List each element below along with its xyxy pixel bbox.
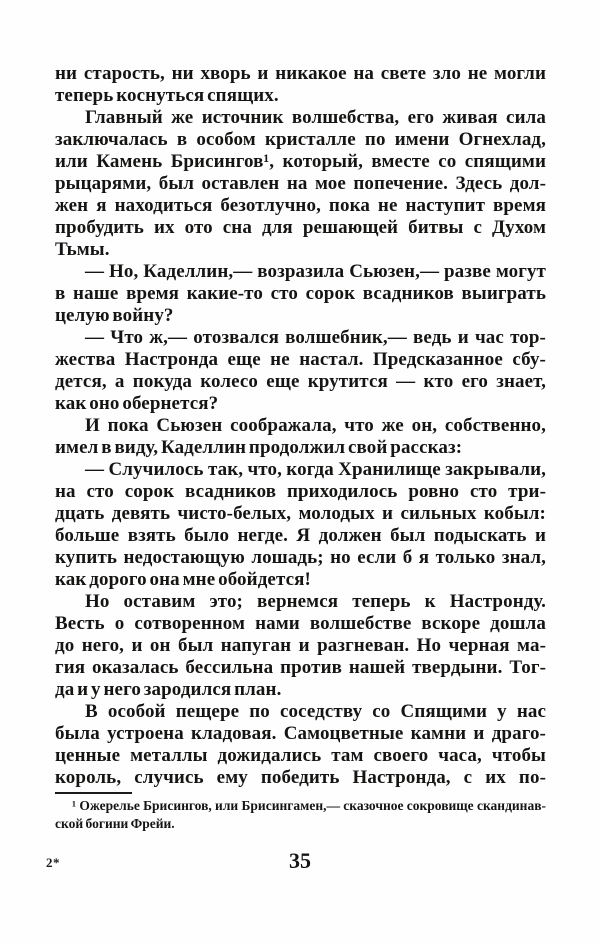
- text-line: дется, а покуда колесо еще крутится — кто его знает,: [55, 371, 546, 392]
- text-line: была устроена кладовая. Самоцветные камни и драго-: [55, 723, 546, 744]
- footnote-divider: [55, 792, 132, 794]
- text-line: на сто сорок всадников приходилось ровно сто три-: [55, 481, 546, 502]
- text-line: король, случись ему победить Настронда, с их по-: [55, 767, 546, 788]
- text-line: как дорого она мне обойдется!: [55, 569, 311, 590]
- text-line: рыцарями, был оставлен на мое попечение. Здесь дол-: [55, 173, 546, 194]
- text-line: И пока Сьюзен соображала, что же он, собственно,: [85, 415, 546, 436]
- printer-signature-mark: 2*: [46, 855, 60, 870]
- text-line: до него, и он был напуган и разгневан. Но черная ма-: [55, 635, 546, 656]
- text-line: ской богини Фрейи.: [55, 816, 175, 831]
- text-line: В особой пещере по соседству со Спящими у нас: [85, 701, 546, 722]
- text-line: ни старость, ни хворь и никакое на свете зло не могли: [55, 63, 546, 84]
- text-line: — Что ж,— отозвался волшебник,— ведь и час тор-: [85, 327, 546, 348]
- text-line: теперь коснуться спящих.: [55, 85, 279, 106]
- text-line: имел в виду, Каделлин продолжил свой рассказ:: [55, 437, 463, 458]
- text-line: целую войну?: [55, 305, 174, 326]
- text-line: больше взять было негде. Я должен был подыскать и: [55, 525, 546, 546]
- body-text-block: [55, 63, 546, 789]
- text-line: купить недостающую лошадь; но если б я только знал,: [55, 547, 546, 568]
- text-line: ценные металлы дожидались там своего часа, чтобы: [55, 745, 546, 766]
- text-line: Но оставим это; вернемся теперь к Настронду.: [85, 591, 546, 612]
- text-line: да и у него зародился план.: [55, 679, 282, 700]
- text-line: жен я находиться безотлучно, пока не наступит время: [55, 195, 546, 216]
- text-line: или Камень Брисингов¹, который, вместе со спящими: [55, 151, 546, 172]
- text-line: заключалась в особом кристалле по имени Огнехлад,: [55, 129, 546, 150]
- text-line: в наше время какие-то сто сорок всадников выиграть: [55, 283, 546, 304]
- text-line: жества Настронда еще не настал. Предсказанное сбу-: [55, 349, 546, 370]
- text-line: Весть о сотворенном нами волшебстве вскоре дошла: [55, 613, 546, 634]
- footnote-block: [55, 797, 546, 833]
- text-line: гия оказалась бессильна против нашей твердыни. Тог-: [55, 657, 546, 678]
- text-line: ¹ Ожерелье Брисингов, или Брисингамен,— сказочное сокровище скандинав-: [72, 798, 546, 813]
- text-line: — Случилось так, что, когда Хранилище закрывали,: [85, 459, 546, 480]
- page-number: 35: [289, 848, 311, 873]
- text-line: как оно обернется?: [55, 393, 219, 414]
- text-line: Тьмы.: [55, 239, 110, 260]
- text-line: пробудить их ото сна для решающей битвы с Духом: [55, 217, 546, 238]
- text-line: дцать девять чисто-белых, молодых и сильных кобыл:: [55, 503, 546, 524]
- text-line: — Но, Каделлин,— возразила Сьюзен,— разве могут: [85, 261, 546, 282]
- text-line: Главный же источник волшебства, его живая сила: [85, 107, 546, 128]
